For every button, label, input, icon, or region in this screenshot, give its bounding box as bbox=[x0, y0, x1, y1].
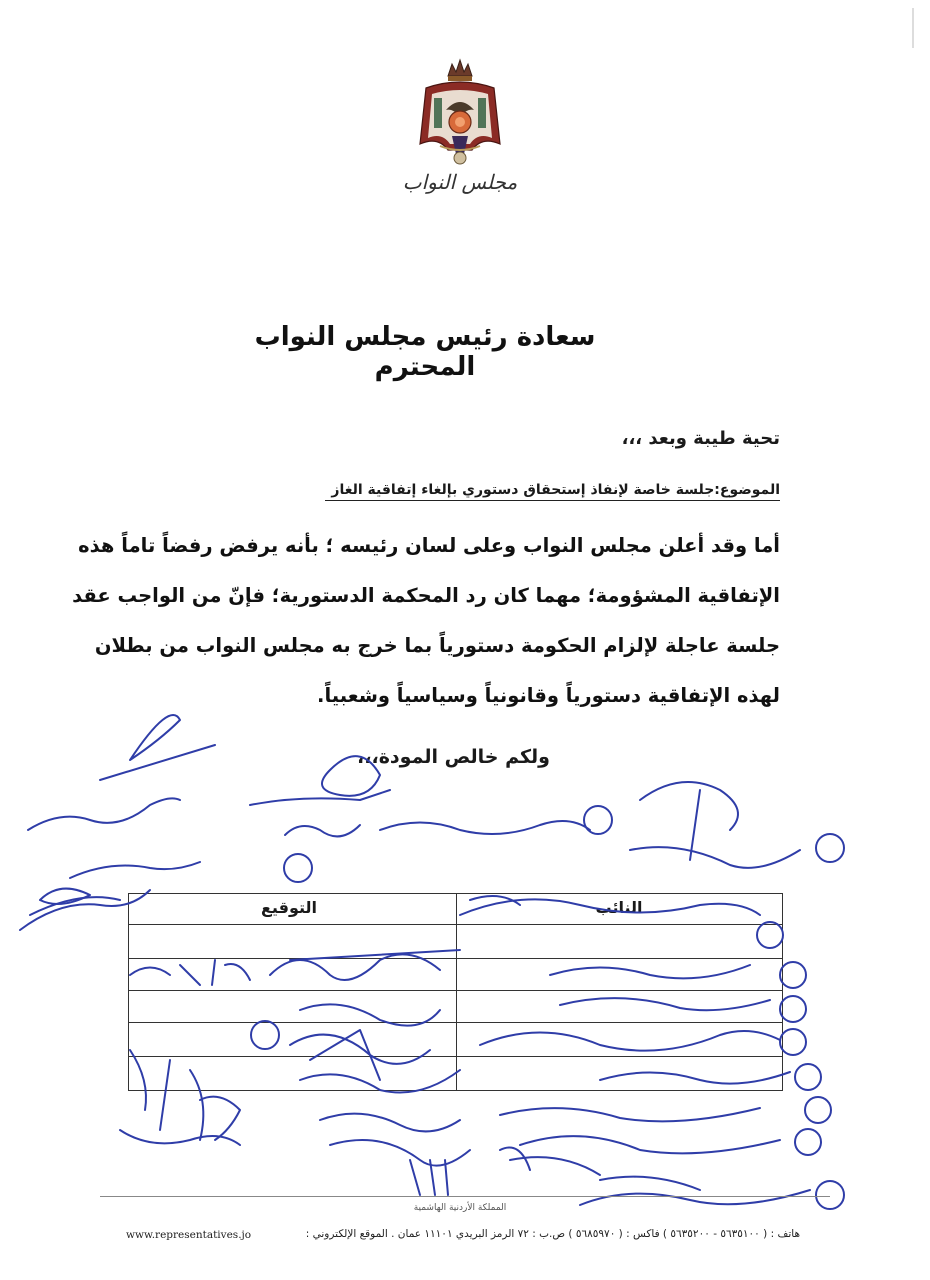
signature-stroke bbox=[640, 782, 738, 860]
number-circle bbox=[284, 854, 312, 882]
number-circle bbox=[795, 1129, 821, 1155]
signature-stroke bbox=[480, 1031, 780, 1051]
number-circle bbox=[780, 996, 806, 1022]
closing-line: ولكم خالص المودة،،، bbox=[357, 746, 550, 768]
signature-stroke bbox=[310, 1030, 380, 1080]
signature-stroke bbox=[120, 1130, 240, 1145]
table-header-deputy: النائب bbox=[595, 898, 643, 917]
signature-stroke bbox=[130, 715, 180, 760]
number-circle bbox=[816, 834, 844, 862]
signature-stroke bbox=[460, 899, 760, 915]
table-header-signature: التوقيع bbox=[261, 898, 317, 917]
signature-stroke bbox=[380, 821, 590, 834]
council-name: مجلس النواب bbox=[402, 170, 518, 194]
body-line-3: جلسة عاجلة لإلزام الحكومة دستورياً بما خرج به مجلس النواب من بطلان bbox=[94, 634, 780, 657]
signature-stroke bbox=[28, 798, 180, 830]
signature-stroke bbox=[285, 825, 360, 836]
body-line-2: الإتفاقية المشؤومة؛ مهما كان رد المحكمة الدستورية؛ فإنّ من الواجب عقد bbox=[72, 584, 780, 607]
body-line-1: أما وقد أعلن مجلس النواب وعلى لسان رئيسه ؛ بأنه يرفض رفضاً تاماً هذه bbox=[78, 534, 780, 557]
signature-stroke bbox=[322, 756, 380, 796]
signature-stroke bbox=[290, 950, 460, 960]
signature-stroke bbox=[270, 954, 440, 980]
addressee-heading: سعادة رئيس مجلس النواب المحترم bbox=[254, 322, 596, 382]
signature-stroke bbox=[550, 965, 750, 978]
body-line-4: لهذه الإتفاقية دستورياً وقانونياً وسياسياً وشعبياً. bbox=[317, 684, 780, 707]
signature-stroke bbox=[20, 890, 150, 930]
signature-stroke bbox=[200, 1097, 240, 1140]
number-circle bbox=[816, 1181, 844, 1209]
number-circle bbox=[805, 1097, 831, 1123]
number-circle bbox=[780, 1029, 806, 1055]
handwritten-date bbox=[130, 960, 250, 985]
footer-contact-info: هاتف : ( ٥٦٣٥١٠٠ - ٥٦٣٥٢٠٠ ) فاكس : ( ٥٦٨٥٩٧٠ ) ص.ب : ٧٢ الرمز البريدي ١١١٠١ عمان . الموقع الإلكتروني : bbox=[305, 1228, 800, 1240]
footer-divider bbox=[100, 1196, 830, 1197]
signature-stroke bbox=[510, 1157, 600, 1175]
signature-stroke bbox=[520, 1136, 780, 1153]
signature-stroke bbox=[250, 790, 390, 805]
signature-stroke bbox=[600, 1072, 790, 1084]
signature-stroke bbox=[100, 745, 215, 780]
subject-line: الموضوع:جلسة خاصة لإنفاذ إستحقاق دستوري بإلغاء إتفاقية الغاز bbox=[325, 482, 780, 501]
signature-stroke bbox=[330, 1140, 470, 1166]
signature-stroke bbox=[580, 1190, 810, 1205]
footer-kingdom-line: المملكة الأردنية الهاشمية bbox=[413, 1203, 507, 1213]
number-circle bbox=[757, 922, 783, 948]
signature-stroke bbox=[560, 998, 770, 1010]
footer-website: www.representatives.jo bbox=[126, 1229, 252, 1241]
signature-stroke bbox=[70, 862, 200, 878]
number-circle bbox=[251, 1021, 279, 1049]
signature-stroke bbox=[500, 1108, 760, 1121]
signature-stroke bbox=[320, 1114, 460, 1132]
signature-stroke bbox=[630, 847, 800, 868]
greeting: تحية طيبة وبعد ،،، bbox=[621, 428, 780, 449]
signature-stroke bbox=[300, 1070, 460, 1093]
signature-stroke bbox=[600, 1177, 700, 1190]
number-circle bbox=[780, 962, 806, 988]
signature-stroke bbox=[300, 1004, 440, 1025]
signature-stroke bbox=[130, 1050, 203, 1140]
number-circle bbox=[795, 1064, 821, 1090]
